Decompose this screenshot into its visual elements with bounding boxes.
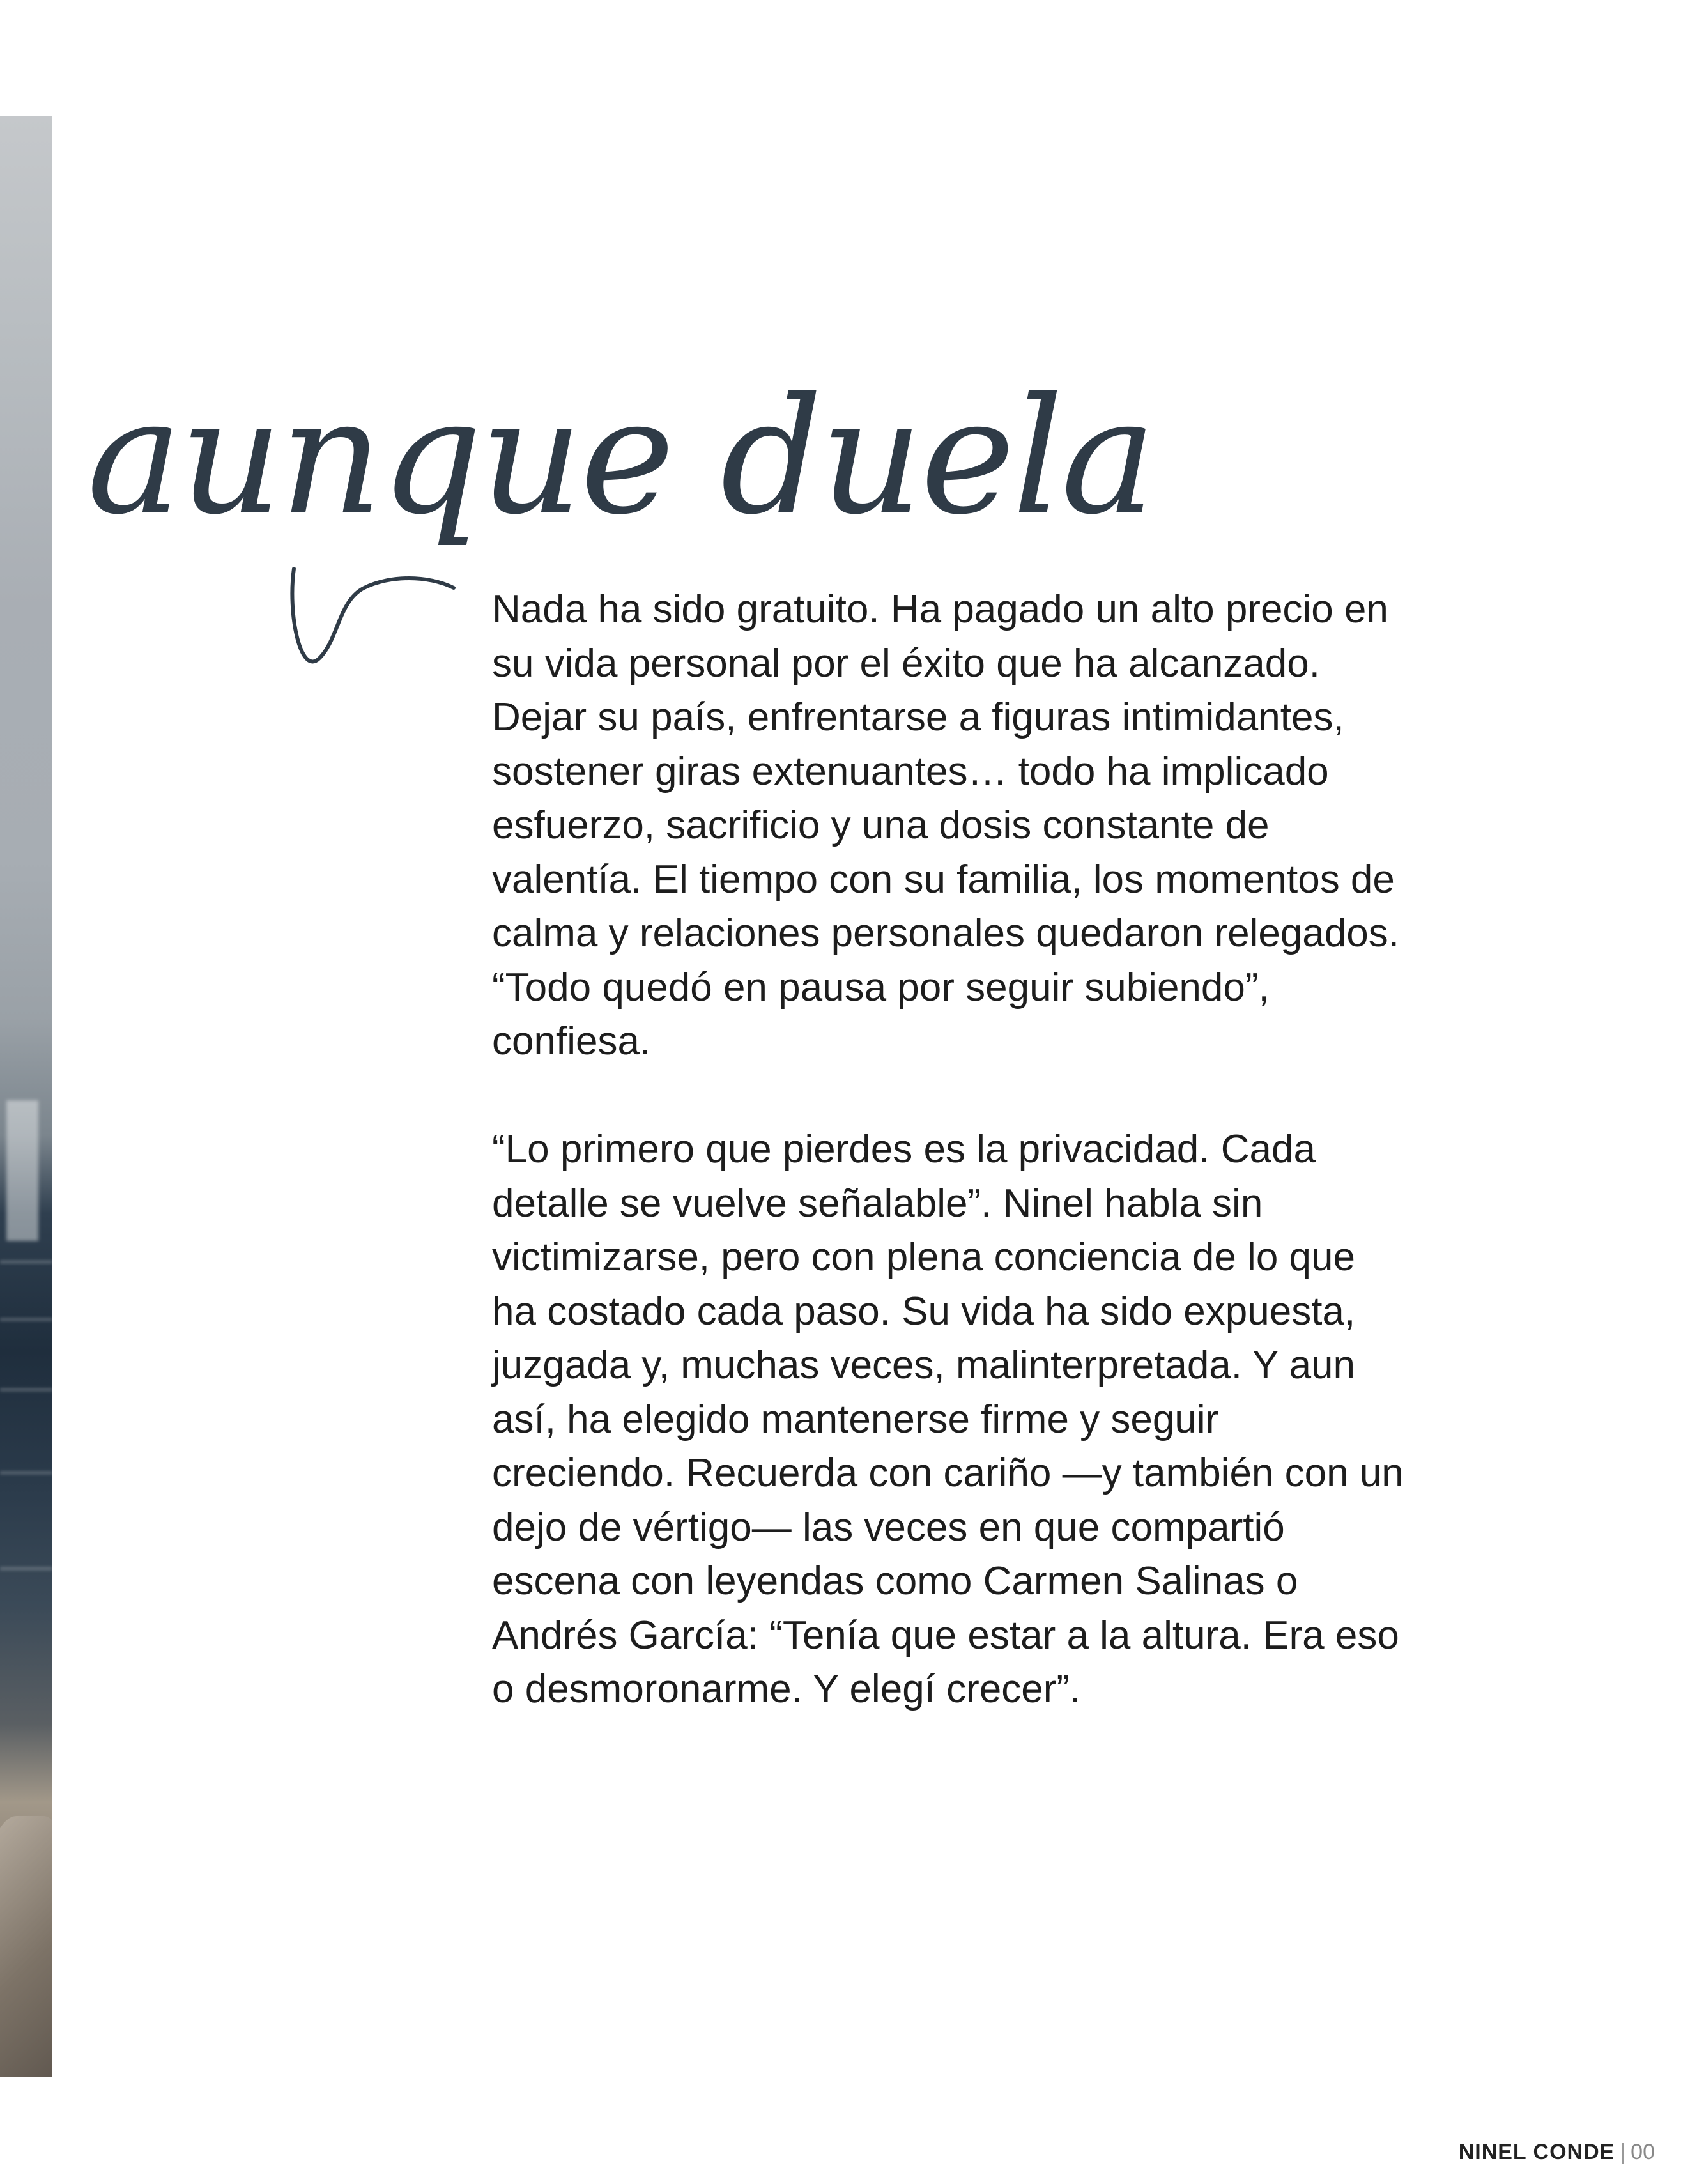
footer-separator: |: [1620, 2140, 1626, 2164]
photo-rock-shape: [0, 1816, 52, 2077]
photo-wave: [0, 1471, 52, 1475]
photo-wave: [0, 1260, 52, 1264]
title-swash-decoration: [281, 562, 473, 690]
photo-wave: [0, 1318, 52, 1321]
photo-wave: [0, 1388, 52, 1392]
photo-wave: [0, 1567, 52, 1571]
photo-tower-shape: [6, 1100, 38, 1241]
side-photo: [0, 116, 52, 2077]
page-footer: [1459, 2139, 1655, 2165]
page-number: 00: [1631, 2140, 1655, 2164]
body-paragraph: “Lo primero que pierdes es la privacidad. Cada detalle se vuelve señalable”. Ninel habla sin victimizarse, pero con plena conciencia de lo que ha costado cada paso. Su vida ha sido expuesta, juzgada y, muchas veces, malinterpretada. Y aun así, ha elegido mantenerse firme y seguir creciendo. Recuerda con cariño —y también con un dejo de vértigo— las veces en que compartió escena con leyendas como Carmen Salinas o Andrés García: “Tenía que estar a la altura. Era eso o desmoronarme. Y elegí crecer”.: [492, 1127, 1404, 1711]
body-paragraph: Nada ha sido gratuito. Ha pagado un alto precio en su vida personal por el éxito que ha alcanzado. Dejar su país, enfrentarse a figuras intimidantes, sostener giras extenuantes… todo ha implicado esfuerzo, sacrificio y una dosis constante de valentía. El tiempo con su familia, los momentos de calma y relaciones personales quedaron relegados. “Todo quedó en pausa por seguir subiendo”, confiesa.: [492, 587, 1399, 1063]
article-title: aunque duela: [87, 364, 1154, 550]
article-body: [492, 583, 1406, 1717]
footer-name: NINEL CONDE: [1458, 2140, 1615, 2164]
